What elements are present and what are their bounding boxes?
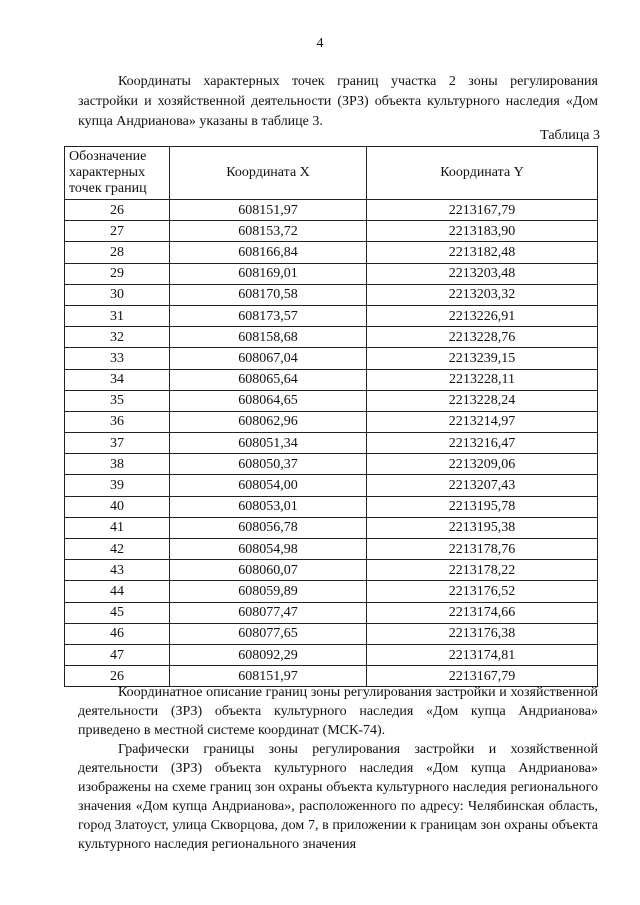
cell-coordinate-y: 2213176,38 — [367, 623, 598, 644]
table-row — [65, 602, 598, 623]
header-point-designation: Обозначение характерных точек границ — [65, 147, 170, 200]
cell-coordinate-x: 608054,98 — [170, 539, 367, 560]
cell-coordinate-y: 2213203,48 — [367, 263, 598, 284]
page-number: 4 — [316, 36, 324, 51]
cell-point-id: 29 — [65, 263, 170, 284]
cell-coordinate-x: 608169,01 — [170, 263, 367, 284]
table-row — [65, 475, 598, 496]
header-coordinate-x: Координата X — [170, 147, 367, 200]
cell-point-id: 40 — [65, 496, 170, 517]
table-row — [65, 348, 598, 369]
cell-coordinate-y: 2213183,90 — [367, 221, 598, 242]
cell-coordinate-x: 608077,47 — [170, 602, 367, 623]
table-row — [65, 369, 598, 390]
cell-coordinate-y: 2213228,76 — [367, 327, 598, 348]
header-coordinate-y: Координата Y — [367, 147, 598, 200]
cell-coordinate-y: 2213174,66 — [367, 602, 598, 623]
cell-coordinate-x: 608092,29 — [170, 644, 367, 665]
cell-coordinate-y: 2213226,91 — [367, 305, 598, 326]
cell-coordinate-x: 608166,84 — [170, 242, 367, 263]
table-body — [65, 200, 598, 687]
table-row — [65, 390, 598, 411]
table-row — [65, 284, 598, 305]
table-row — [65, 433, 598, 454]
cell-point-id: 44 — [65, 581, 170, 602]
cell-coordinate-y: 2213182,48 — [367, 242, 598, 263]
cell-coordinate-x: 608151,97 — [170, 666, 367, 687]
cell-point-id: 26 — [65, 200, 170, 221]
cell-coordinate-x: 608151,97 — [170, 200, 367, 221]
cell-coordinate-x: 608173,57 — [170, 305, 367, 326]
table-row — [65, 560, 598, 581]
cell-point-id: 28 — [65, 242, 170, 263]
cell-point-id: 46 — [65, 623, 170, 644]
table-row — [65, 327, 598, 348]
cell-point-id: 31 — [65, 305, 170, 326]
table-row — [65, 305, 598, 326]
cell-coordinate-y: 2213203,32 — [367, 284, 598, 305]
cell-point-id: 32 — [65, 327, 170, 348]
cell-point-id: 27 — [65, 221, 170, 242]
cell-coordinate-y: 2213195,78 — [367, 496, 598, 517]
graphic-boundaries-paragraph: Графически границы зоны регулирования застройки и хозяйственной деятельности (ЗРЗ) объекта культурного наследия «Дом купца Андрианова» изображены на схеме границ зон охраны объекта культурного наследия регионального значения «Дом купца Андрианова», расположенного по адресу: Челябинская область, город Златоуст, улица Скворцова, дом 7, в приложении к границам зон охраны объекта культурного наследия регионального значения — [78, 742, 598, 852]
cell-point-id: 43 — [65, 560, 170, 581]
table-row — [65, 581, 598, 602]
cell-coordinate-y: 2213214,97 — [367, 411, 598, 432]
cell-point-id: 41 — [65, 517, 170, 538]
table-row — [65, 200, 598, 221]
table-header-row — [65, 147, 598, 200]
cell-coordinate-x: 608051,34 — [170, 433, 367, 454]
cell-coordinate-x: 608056,78 — [170, 517, 367, 538]
cell-point-id: 42 — [65, 539, 170, 560]
table-row — [65, 517, 598, 538]
cell-coordinate-x: 608170,58 — [170, 284, 367, 305]
cell-point-id: 34 — [65, 369, 170, 390]
cell-coordinate-y: 2213167,79 — [367, 666, 598, 687]
cell-coordinate-y: 2213209,06 — [367, 454, 598, 475]
table-row — [65, 221, 598, 242]
cell-coordinate-x: 608153,72 — [170, 221, 367, 242]
cell-coordinate-y: 2213178,76 — [367, 539, 598, 560]
cell-coordinate-y: 2213195,38 — [367, 517, 598, 538]
cell-coordinate-x: 608067,04 — [170, 348, 367, 369]
cell-coordinate-x: 608050,37 — [170, 454, 367, 475]
table-row — [65, 242, 598, 263]
cell-point-id: 30 — [65, 284, 170, 305]
cell-point-id: 39 — [65, 475, 170, 496]
coordinate-description-paragraph: Координатное описание границ зоны регулирования застройки и хозяйственной деятельности (ЗРЗ) объекта культурного наследия «Дом купца Андрианова» приведено в местной системе координат (МСК-74). — [78, 685, 598, 738]
cell-point-id: 26 — [65, 666, 170, 687]
cell-point-id: 33 — [65, 348, 170, 369]
coordinates-table — [64, 146, 598, 687]
cell-coordinate-y: 2213216,47 — [367, 433, 598, 454]
cell-point-id: 38 — [65, 454, 170, 475]
cell-coordinate-y: 2213174,81 — [367, 644, 598, 665]
cell-coordinate-y: 2213167,79 — [367, 200, 598, 221]
cell-point-id: 35 — [65, 390, 170, 411]
table-row — [65, 644, 598, 665]
table-row — [65, 539, 598, 560]
cell-coordinate-x: 608064,65 — [170, 390, 367, 411]
cell-coordinate-x: 608060,07 — [170, 560, 367, 581]
cell-coordinate-x: 608065,64 — [170, 369, 367, 390]
cell-coordinate-y: 2213178,22 — [367, 560, 598, 581]
table-row — [65, 411, 598, 432]
cell-point-id: 47 — [65, 644, 170, 665]
cell-coordinate-x: 608062,96 — [170, 411, 367, 432]
cell-coordinate-y: 2213228,24 — [367, 390, 598, 411]
cell-coordinate-y: 2213176,52 — [367, 581, 598, 602]
cell-point-id: 36 — [65, 411, 170, 432]
cell-coordinate-y: 2213228,11 — [367, 369, 598, 390]
cell-point-id: 45 — [65, 602, 170, 623]
cell-coordinate-x: 608158,68 — [170, 327, 367, 348]
table-row — [65, 623, 598, 644]
cell-point-id: 37 — [65, 433, 170, 454]
table-row — [65, 496, 598, 517]
cell-coordinate-x: 608053,01 — [170, 496, 367, 517]
cell-coordinate-x: 608077,65 — [170, 623, 367, 644]
table-row — [65, 263, 598, 284]
cell-coordinate-y: 2213239,15 — [367, 348, 598, 369]
intro-paragraph: Координаты характерных точек границ участка 2 зоны регулирования застройки и хозяйственной деятельности (ЗРЗ) объекта культурного наследия «Дом купца Андрианова» указаны в таблице 3. — [78, 74, 598, 129]
table-row — [65, 454, 598, 475]
cell-coordinate-y: 2213207,43 — [367, 475, 598, 496]
cell-coordinate-x: 608059,89 — [170, 581, 367, 602]
cell-coordinate-x: 608054,00 — [170, 475, 367, 496]
table-label: Таблица 3 — [540, 128, 600, 143]
